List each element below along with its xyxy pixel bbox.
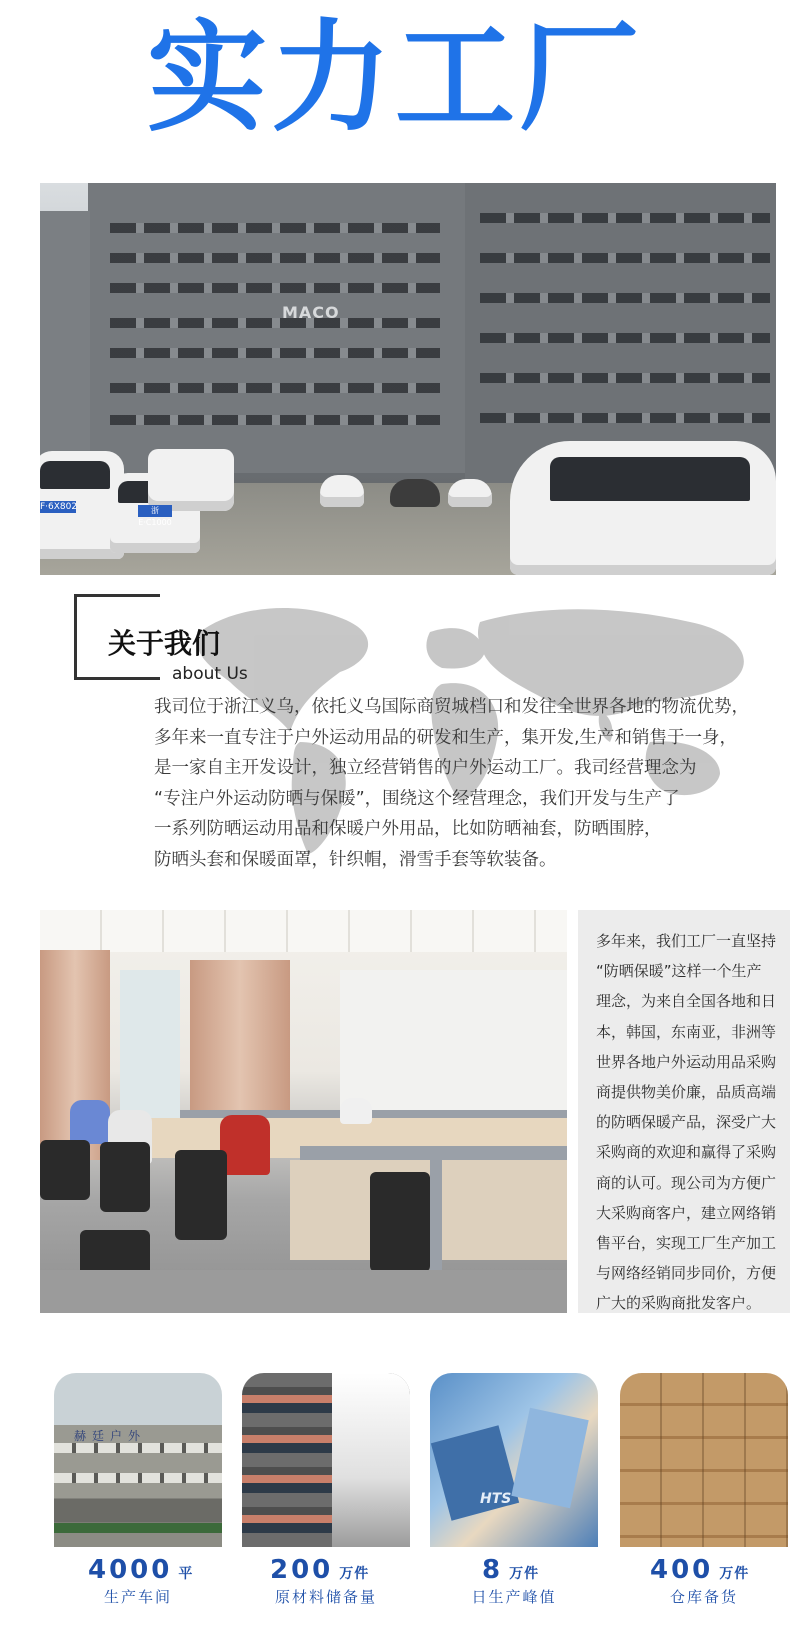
office-line: “防晒保暖”这样一个生产 <box>596 962 762 981</box>
stat-label-workshop: 生产车间 <box>103 1588 172 1606</box>
about-subtitle: about Us <box>172 664 248 684</box>
about-line: 多年来一直专注于户外运动用品的研发和生产，集开发,生产和销售于一身， <box>154 727 738 748</box>
office-line: 采购商的欢迎和赢得了采购 <box>596 1143 777 1162</box>
about-line: 一系列防晒运动用品和保暖户外用品，比如防晒袖套，防晒围脖， <box>154 819 662 839</box>
about-title: 关于我们 <box>108 627 221 660</box>
office-photo <box>40 910 567 1313</box>
office-line: 的防晒保暖产品，深受广大 <box>596 1113 777 1132</box>
stat-value: 200 <box>270 1555 334 1585</box>
about-line: “专注户外运动防晒与保暖”，围绕这个经营理念，我们开发与生产了 <box>154 788 680 809</box>
stat-warehouse <box>650 1555 749 1585</box>
car-mid-3 <box>448 479 492 507</box>
building-sign: MACO <box>282 303 340 322</box>
stat-value: 8 <box>482 1555 504 1585</box>
office-description-panel <box>578 910 790 1313</box>
stat-unit: 万件 <box>339 1566 370 1582</box>
license-plate-2: 浙E·C1000 <box>138 506 172 527</box>
stat-label-materials: 原材料储备量 <box>274 1588 377 1606</box>
van <box>148 449 234 511</box>
car-right <box>510 441 776 575</box>
warehouse-photo <box>620 1373 788 1547</box>
office-line: 售平台，实现工厂生产加工 <box>596 1234 777 1253</box>
stat-workshop <box>88 1555 193 1585</box>
stat-value: 4000 <box>88 1555 173 1585</box>
workshop-sign: 赫廷户外 <box>74 1429 147 1443</box>
stat-materials <box>270 1555 369 1585</box>
car-mid-2 <box>390 479 440 507</box>
office-paragraph <box>596 926 786 1319</box>
office-line: 理念，为来自全国各地和日 <box>596 992 777 1011</box>
office-line: 世界各地户外运动用品采购 <box>596 1052 777 1071</box>
stat-unit: 万件 <box>509 1566 540 1582</box>
stat-production <box>482 1555 539 1585</box>
page-title: 实力工厂 <box>147 9 643 148</box>
product-label: HTS <box>480 1491 512 1507</box>
about-paragraph <box>154 692 790 875</box>
stat-value: 400 <box>650 1555 714 1585</box>
stat-label-production: 日生产峰值 <box>471 1588 557 1606</box>
production-photo <box>430 1373 598 1547</box>
car-mid <box>320 475 364 507</box>
stat-label-warehouse: 仓库备货 <box>669 1588 738 1606</box>
stat-unit: 万件 <box>719 1566 750 1582</box>
office-line: 本，韩国，东南亚，非洲等 <box>596 1022 777 1041</box>
about-line: 是一家自主开发设计，独立经营销售的户外运动工厂。我司经营理念为 <box>154 758 697 778</box>
license-plate-1: F·6X802 <box>40 502 78 512</box>
materials-photo <box>242 1373 410 1547</box>
office-line: 广大的采购商批发客户。 <box>596 1294 762 1313</box>
office-line: 多年来，我们工厂一直坚持 <box>596 932 777 950</box>
office-line: 与网络经销同步同价，方便 <box>596 1264 777 1283</box>
factory-building-photo <box>40 183 776 575</box>
workshop-photo <box>54 1373 222 1547</box>
office-line: 商的认可。现公司为方便广 <box>596 1173 777 1192</box>
office-line: 商提供物美价廉，品质高端 <box>596 1083 777 1102</box>
stat-unit: 平 <box>178 1566 194 1582</box>
office-line: 大采购商客户，建立网络销 <box>596 1203 777 1222</box>
about-section <box>40 582 790 882</box>
about-line: 防晒头套和保暖面罩，针织帽，滑雪手套等软装备。 <box>154 849 557 870</box>
about-line: 我司位于浙江义乌，依托义乌国际商贸城档口和发往全世界各地的物流优势， <box>154 697 749 717</box>
